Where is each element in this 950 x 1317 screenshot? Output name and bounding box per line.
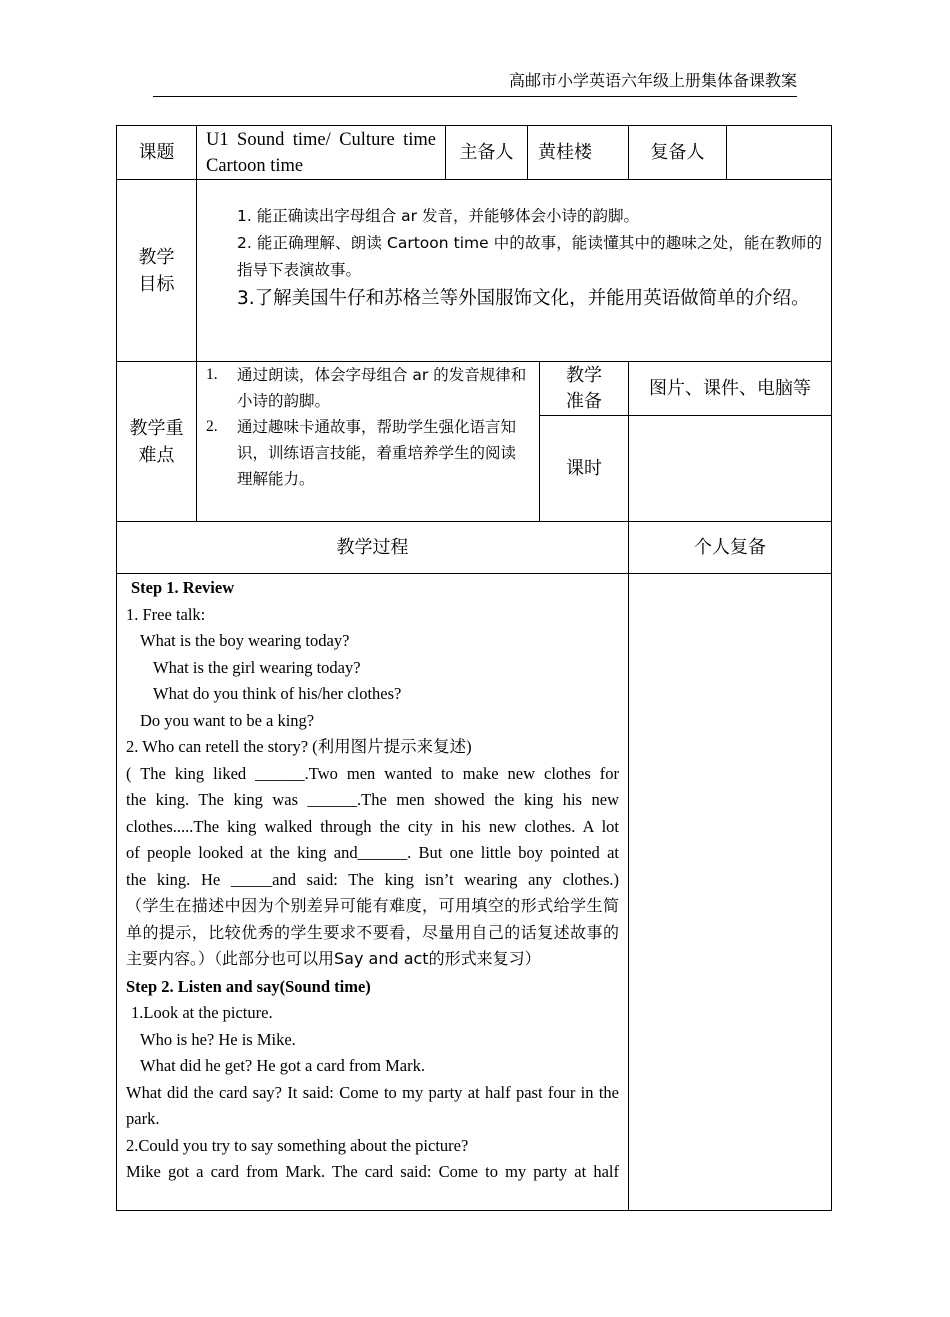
question: What is the boy wearing today?: [140, 631, 350, 650]
goal-item: 3.了解美国牛仔和苏格兰等外国服饰文化，并能用英语做简单的介绍。: [237, 288, 810, 309]
story-line: clothes.....The king walked through the city in his new clothes. A lot: [126, 816, 619, 836]
reviewer-label-text: 复备人: [650, 141, 705, 163]
step2-title: [126, 974, 619, 1001]
story-line: the king. He _____and said: The king isn’t wearing any clothes.): [126, 869, 619, 889]
question: What do you think of his/her clothes?: [153, 684, 402, 703]
key-point-text: 通过朗读，体会字母组合 ar 的发音规律和小诗的韵脚。: [237, 366, 527, 410]
goal-item: 1. 能正确读出字母组合 ar 发音，并能够体会小诗的韵脚。: [237, 207, 639, 225]
topic-label: [117, 126, 196, 179]
table-border-bottom: [116, 1210, 832, 1211]
process-content: [117, 574, 628, 1210]
topic-value: [197, 126, 445, 179]
prep-value: [629, 362, 831, 415]
prep-value-text: 图片、课件、电脑等: [649, 377, 811, 399]
goals-label-text: 教学目标: [138, 246, 175, 295]
topic-label-text: 课题: [138, 141, 175, 163]
step1-title: [126, 575, 619, 602]
story-line: of people looked at the king and______. But one little boy pointed at: [126, 843, 619, 862]
preparer-name: 黄桂楼: [538, 141, 592, 163]
prep-label: [540, 362, 628, 415]
preparer-label-text: 主备人: [459, 141, 514, 163]
preparer-label: [446, 126, 527, 179]
page-header: [153, 70, 797, 97]
reviewer-value: [727, 126, 831, 179]
question: Do you want to be a king?: [140, 710, 315, 730]
reviewer-label: [629, 126, 726, 179]
try-prompt: 2.Could you try to say something about the picture?: [126, 1135, 469, 1155]
process-header: [117, 522, 628, 573]
key-point-number: 2.: [206, 418, 218, 435]
question: What did he get? He got a card from Mark.: [140, 1056, 425, 1075]
look-prompt: 1.Look at the picture.: [131, 1003, 273, 1022]
story-line: the king. The king was ______.The men showed the king his new: [126, 790, 619, 809]
key-points-label-text: 教学重难点: [129, 417, 184, 466]
process-header-text: 教学过程: [336, 536, 409, 558]
story-line: ( The king liked ______.Two men wanted to make new clothes for: [126, 763, 619, 783]
story-line: Mike got a card from Mark. The card said: Come to my party at half: [126, 1162, 619, 1181]
question: Who is he? He is Mike.: [140, 1029, 296, 1049]
question: What did the card say? It said: Come to my party at half past four in the park.: [126, 1082, 619, 1128]
key-points-content: [197, 362, 539, 521]
step1-title-text: Step 1. Review: [131, 578, 235, 597]
teacher-note: （学生在描述中因为个别差异可能有难度，可用填空的形式给学生简单的提示，比较优秀的学生要求不要看，尽量用自己的话复述故事的主要内容。）（此部分也可以用Say and act的形式来复习）: [126, 896, 619, 968]
key-point-text: 通过趣味卡通故事，帮助学生强化语言知识，训练语言技能，着重培养学生的阅读理解能力。: [237, 418, 517, 488]
step2-title-text: Step 2. Listen and say(Sound time): [126, 976, 371, 996]
retell-prompt: 2. Who can retell the story? (利用图片提示来复述): [126, 737, 472, 756]
free-talk: 1. Free talk:: [126, 604, 206, 624]
preparer-value: [528, 126, 628, 179]
key-point-number: 1.: [206, 366, 218, 383]
key-point-item: [206, 414, 530, 492]
header-title: 高邮市小学英语六年级上册集体备课教案: [508, 71, 797, 90]
prep-label-text: 教学准备: [566, 364, 602, 412]
hours-value: [629, 416, 831, 521]
key-points-label: [117, 362, 196, 521]
goal-item: 2. 能正确理解、朗读 Cartoon time 中的故事，能读懂其中的趣味之处，能在教师的指导下表演故事。: [237, 234, 822, 279]
question: What is the girl wearing today?: [153, 657, 361, 677]
personal-review-content: [629, 574, 831, 1210]
personal-review-header: [629, 522, 831, 573]
hours-label: [540, 416, 628, 521]
topic-value-text: U1 Sound time/ Culture time Cartoon time: [206, 130, 436, 176]
key-point-item: [206, 362, 530, 414]
goals-content: [197, 180, 831, 361]
personal-review-header-text: 个人复备: [694, 536, 766, 558]
hours-label-text: 课时: [566, 457, 602, 479]
goals-label: [117, 180, 196, 361]
table-border-right: [831, 125, 832, 1211]
